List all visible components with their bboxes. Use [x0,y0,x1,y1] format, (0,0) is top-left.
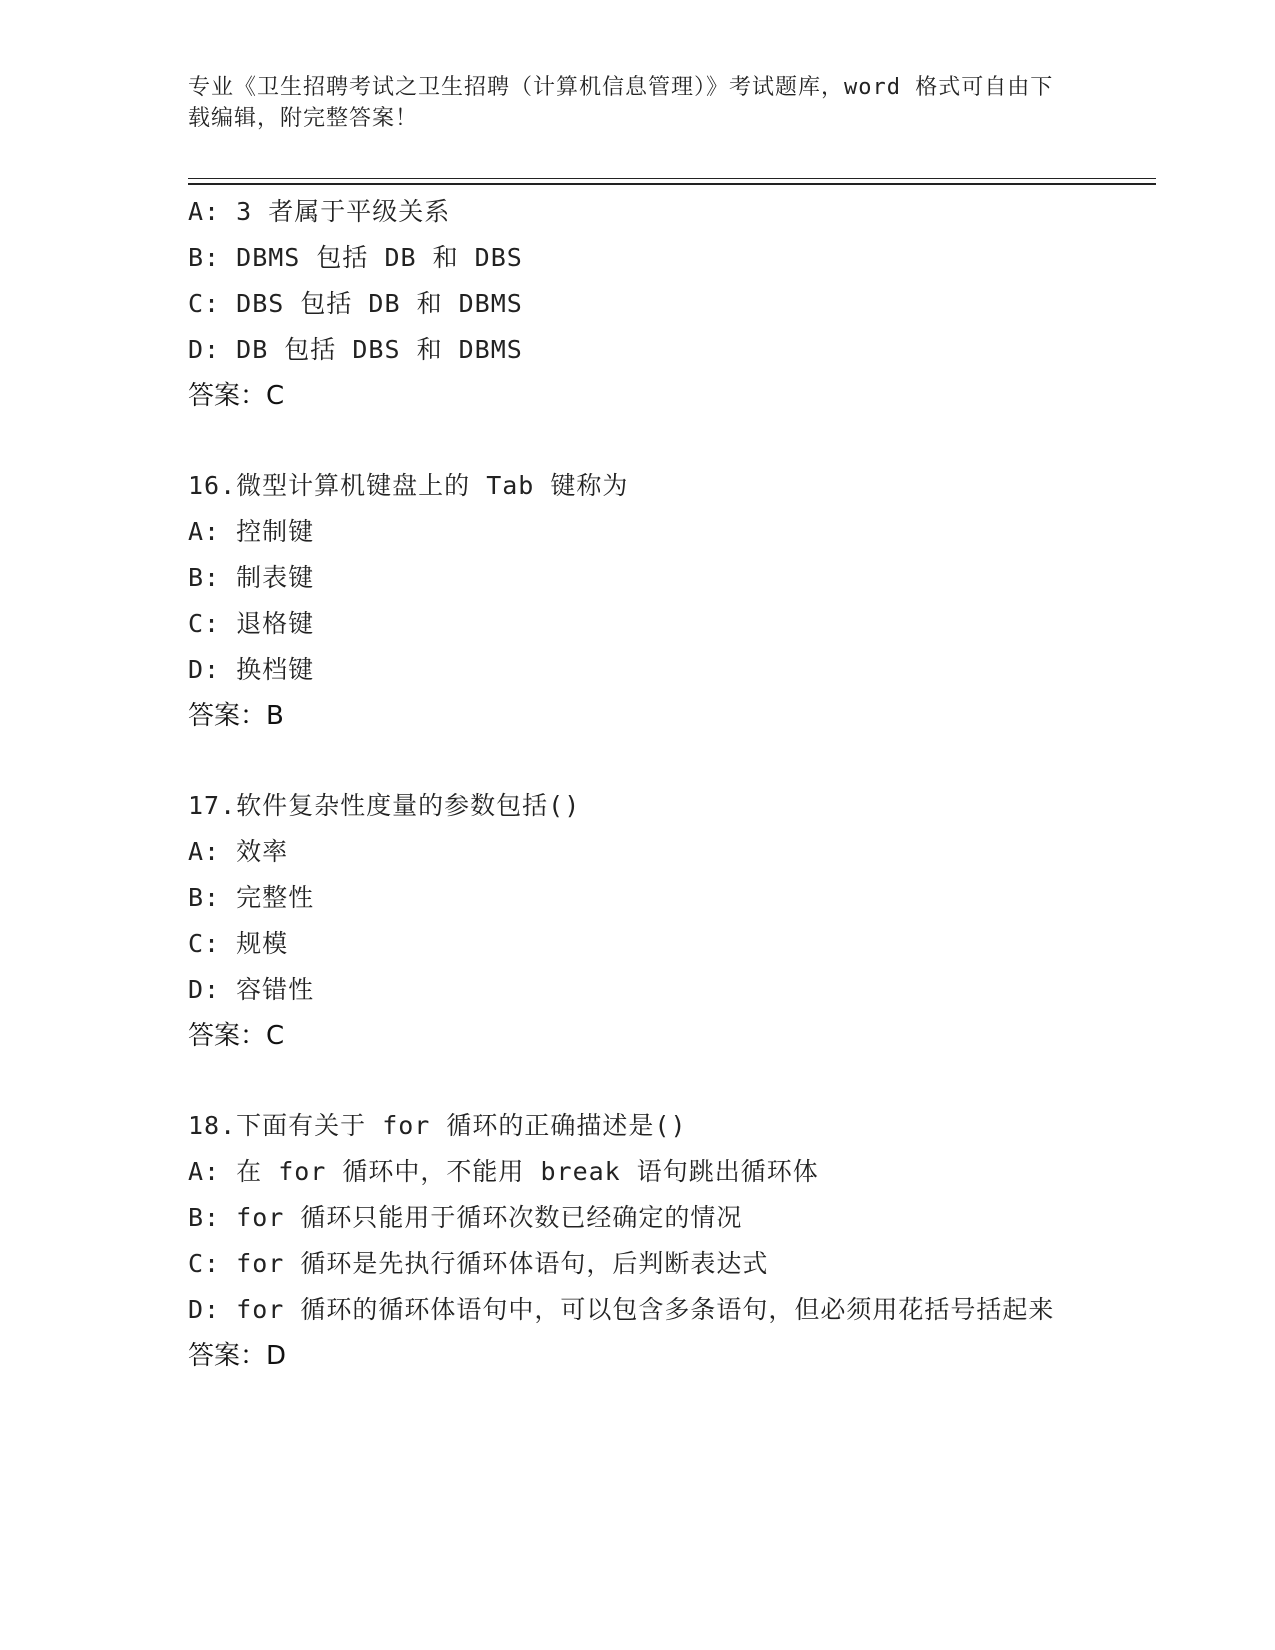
option-b: B: DBMS 包括 DB 和 DBS [188,243,523,272]
answer-line [188,693,1088,739]
answer-value: C [266,381,285,411]
option-a: A: 3 者属于平级关系 [188,197,451,226]
spacer [188,419,1088,463]
option-a: A: 效率 [188,837,289,866]
option-b: B: 制表键 [188,563,315,592]
option-d: D: 换档键 [188,655,315,684]
option-b: B: 完整性 [188,883,315,912]
answer-value: D [266,1341,287,1371]
question-18 [188,1103,1088,1379]
question-list [188,189,1088,1379]
header-rule-thin [188,178,1156,179]
question-text: 18.下面有关于 for 循环的正确描述是() [188,1111,687,1140]
document-header: 专业《卫生招聘考试之卫生招聘（计算机信息管理）》考试题库，word 格式可自由下载编辑，附完整答案！ [188,75,1054,131]
answer-line [188,1333,1088,1379]
answer-label: 答案： [188,381,267,411]
option-c: C: 规模 [188,929,289,958]
option-a: A: 在 for 循环中，不能用 break 语句跳出循环体 [188,1157,819,1186]
answer-value: B [266,701,284,731]
answer-label: 答案： [188,1021,267,1051]
answer-line [188,373,1088,419]
question-text: 17.软件复杂性度量的参数包括() [188,791,581,820]
header-rule-thick [188,183,1156,185]
option-c: C: for 循环是先执行循环体语句，后判断表达式 [188,1249,769,1278]
answer-label: 答案： [188,1341,267,1371]
question-text: 16.微型计算机键盘上的 Tab 键称为 [188,471,629,500]
question-15 [188,189,1088,419]
answer-value: C [266,1021,285,1051]
option-c: C: 退格键 [188,609,315,638]
option-c: C: DBS 包括 DB 和 DBMS [188,289,523,318]
question-16 [188,463,1088,739]
question-17 [188,783,1088,1059]
option-a: A: 控制键 [188,517,315,546]
answer-label: 答案： [188,701,267,731]
option-b: B: for 循环只能用于循环次数已经确定的情况 [188,1203,743,1232]
option-d: D: for 循环的循环体语句中，可以包含多条语句，但必须用花括号括起来 [188,1295,1055,1324]
answer-line [188,1013,1088,1059]
spacer [188,739,1088,783]
option-d: D: 容错性 [188,975,315,1004]
option-d: D: DB 包括 DBS 和 DBMS [188,335,523,364]
spacer [188,1059,1088,1103]
